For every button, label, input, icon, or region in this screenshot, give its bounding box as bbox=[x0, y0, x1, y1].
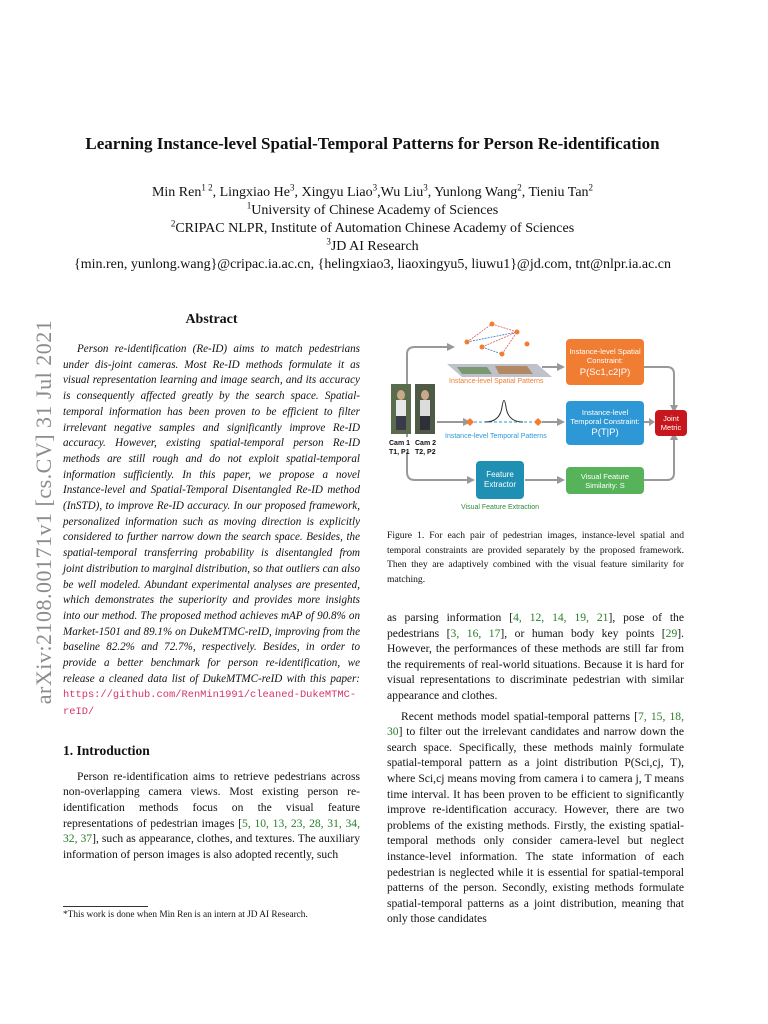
label-spatial-patterns: Instance-level Spatial Patterns bbox=[449, 378, 544, 385]
right-column bbox=[387, 610, 684, 927]
temporal-constraint-box: Instance-level Temporal Constraint: P(T|P) bbox=[566, 401, 644, 445]
arxiv-stamp: arXiv:2108.00171v1 [cs.CV] 31 Jul 2021 bbox=[31, 319, 56, 705]
joint-metric-box: Joint Metric bbox=[655, 410, 687, 436]
affiliation-2: $^2$CRIPAC NLPR, Institute of Automation Chinese Academy of Sciences bbox=[170, 218, 575, 236]
intro-paragraph: Person re-identification aims to retrieve pedestrians across non-overlapping camera views. Most existing person re-identification methods focus on the visual feature representations of pedestrian images [5, 10, 13, 23, 28, 31, 34, 32, 37], such as appearance, clothes, and textures. The auxiliary information of person images is also adopted recently, such bbox=[63, 769, 361, 861]
footnote: *This work is done when Min Ren is an intern at JD AI Research. bbox=[63, 910, 308, 920]
citation-refs[interactable]: 7, 15, 18, 30 bbox=[387, 709, 685, 739]
citation-refs[interactable]: 29 bbox=[665, 626, 678, 640]
citation-refs[interactable]: 4, 12, 14, 19, 21 bbox=[513, 611, 609, 624]
abstract-text: Person re-identification (Re-ID) aims to match pedestrians under dis-joint cameras. Most Re-ID methods formulate it as visual representation learning and image search, and its accuracy is consequently affected greatly by the search space. Spatial-temporal information has been proven to be efficient to filter irrelevant negative samples and significantly improve Re-ID accuracy. However, existing spatial-temporal person Re-ID methods are still rough and do not exploit spatial-temporal information sufficiently. In this paper, we propose a novel Instance-level and Spatial-Temporal Disentangled Re-ID method (InSTD), to improve Re-ID accuracy. In our proposed framework, personalized information such as moving direction is explicitly considered to further narrow down the search space. Besides, the spatial-temporal transferring probability is disentangled from joint distribution to marginal distribution, so that outliers can also be well modeled. Abundant experimental analyses are presented, which demonstrates the superiority and provides more insights into our method. The proposed method achieves mAP of 90.8% on Market-1501 and 89.1% on DukeMTMC-reID, improving from the baseline 82.2% and 72.7%, respectively. Besides, in order to provide a better benchmark for person re-identification, we release a cleaned data list of DukeMTMC-reID with this paper: https://github.com/RenMin1991/cleaned-DukeMTMC-reID/ bbox=[63, 343, 360, 719]
spatial-graph bbox=[447, 322, 552, 378]
cam1-label: Cam 1 T1, P1 bbox=[389, 440, 411, 456]
section-heading-introduction: 1. Introduction bbox=[63, 742, 150, 758]
pedestrian-image-cam2 bbox=[415, 384, 435, 434]
author-emails: {min.ren, yunlong.wang}@cripac.ia.ac.cn, {helingxiao3, liaoxingyu5, liuwu1}@jd.com, tnt@nlpr.ia.ac.cn bbox=[73, 257, 672, 272]
pedestrian-image-cam1 bbox=[391, 384, 411, 434]
label-temporal-patterns: Instance-level Temporal Patterns bbox=[445, 433, 547, 440]
author-block bbox=[40, 184, 705, 274]
cam2-label: Cam 2 T2, P2 bbox=[415, 440, 437, 456]
citation-refs[interactable]: 5, 10, 13, 23, 28, 31, 34, 32, 37 bbox=[63, 816, 360, 846]
right-paragraph-1: as parsing information [4, 12, 14, 19, 21], pose of the pedestrians [3, 16, 17], or human body key points [29]. However, the performances of these methods are still far from the requirements of real-world situations. Because it is hard for visual representations to discriminate pedestrian with similar appearance and clothes. bbox=[387, 611, 685, 702]
dataset-link[interactable]: https://github.com/RenMin1991/cleaned-DukeMTMC-reID/ bbox=[63, 689, 357, 719]
feature-extractor-box: Feature Extractor bbox=[476, 461, 524, 499]
affiliation-1: $^1$University of Chinese Academy of Sciences bbox=[246, 200, 499, 218]
left-column bbox=[63, 308, 360, 862]
right-paragraph-2: Recent methods model spatial-temporal patterns [7, 15, 18, 30] to filter out the irrelevant candidates and narrow down the search space. Specifically, these methods mainly formulate spatial-temporal pattern as a joint distribution P(Sci,cj, T), where Sci,cj means moving from camera i to camera j, T means time interval. It has been proven to be efficient to significantly improve re-identification accuracy. However, there are two problems of the existing methods. Firstly, the existing spatial-temporal methods only consider camera-level but neglect instance-level information. The state information of each pedestrian is neglected while it is essential for spatial-temporal patterns of the person. Secondly, existing methods formulate spatial-temporal patterns as a joint distribution, meaning that only those candidates bbox=[387, 709, 685, 926]
figure-caption: Figure 1. For each pair of pedestrian images, instance-level spatial and temporal constraints are provided separately by the proposed framework. Then they are adaptively combined with the visual feature similarity for matching. bbox=[387, 530, 684, 585]
footnote-rule bbox=[63, 906, 148, 907]
spatial-constraint-box: Instance-level Spatial Constraint: P(Sc1,c2|P) bbox=[566, 339, 644, 385]
citation-refs[interactable]: 3, 16, 17 bbox=[450, 626, 501, 640]
figure-1 bbox=[387, 312, 687, 517]
visual-similarity-box: Visual Feature Similarity: S bbox=[566, 467, 644, 494]
abstract-heading: Abstract bbox=[185, 312, 238, 327]
label-visual-extraction: Visual Feature Extraction bbox=[461, 504, 540, 511]
author-names: Min Ren$^{1 2}$, Lingxiao He$^3$, Xingyu Liao$^3$,Wu Liu$^3$, Yunlong Wang$^2$, Tieniu Tan$^2$ bbox=[151, 182, 594, 200]
affiliation-3: $^3$JD AI Research bbox=[326, 236, 419, 254]
paper-title: Learning Instance-level Spatial-Temporal Patterns for Person Re-identification bbox=[85, 134, 660, 153]
